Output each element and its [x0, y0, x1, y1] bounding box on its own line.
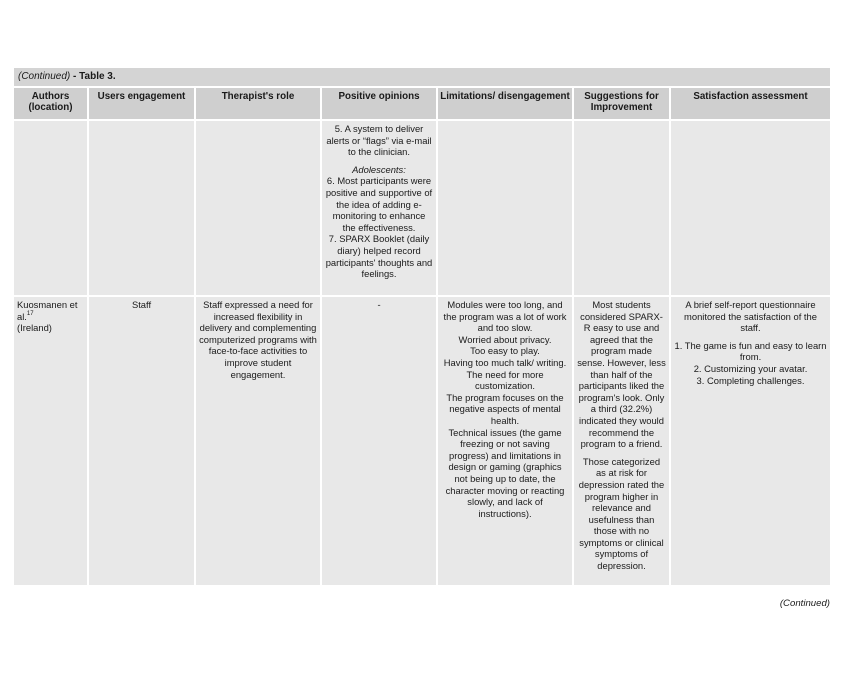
- caption-table-label: - Table 3.: [70, 71, 116, 82]
- satisfaction-item: 1. The game is fun and easy to learn from.: [674, 339, 827, 363]
- limitation-item: Worried about privacy.: [458, 333, 552, 345]
- cell-empty: [14, 121, 87, 295]
- author-ref: 17: [26, 310, 34, 317]
- cell-empty: [438, 121, 572, 295]
- table-row: [14, 121, 830, 295]
- author-name: Kuosmanen et al.: [17, 299, 78, 322]
- data-table: [12, 86, 832, 587]
- limitation-item: Modules were too long, and the program was a lot of work and too slow.: [443, 299, 567, 334]
- satisfaction-item: 2. Customizing your avatar.: [693, 362, 808, 374]
- header-positive-opinions: Positive opinions: [322, 88, 436, 119]
- header-therapists-role: Therapist's role: [196, 88, 320, 119]
- cell-positive-opinions: -: [322, 297, 436, 585]
- cell-users-engagement: Staff: [89, 297, 194, 585]
- limitation-item: Having too much talk/ writing.: [443, 356, 567, 368]
- table-caption: [14, 68, 830, 86]
- header-limitations: Limitations/ disengagement: [438, 88, 572, 119]
- cell-suggestions: [574, 297, 669, 585]
- positive-item: 7. SPARX Booklet (daily diary) helped record participants' thoughts and feelings.: [325, 233, 433, 280]
- header-satisfaction: Satisfaction assessment: [671, 88, 830, 119]
- cell-therapists-role: Staff expressed a need for increased flexibility in delivery and complementing computerized programs with face-to-face activities to improve student engagement.: [196, 297, 320, 585]
- suggestion-item: Most students considered SPARX-R easy to use and agreed that the program made sense. However, less than half of the participants liked the program's look. Only a third (32.2%) indicated they would recommend the program to a friend.: [577, 299, 666, 450]
- satisfaction-item: A brief self-report questionnaire monitored the satisfaction of the staff.: [684, 299, 817, 334]
- satisfaction-item: 3. Completing challenges.: [696, 374, 805, 386]
- cell-positive-opinions: [322, 121, 436, 295]
- table-row: [14, 297, 830, 585]
- header-row: [14, 88, 830, 119]
- cell-empty: [89, 121, 194, 295]
- table-container: [14, 68, 830, 587]
- header-users-engagement: Users engagement: [89, 88, 194, 119]
- limitation-item: The program focuses on the negative aspects of mental health.: [446, 391, 564, 426]
- limitation-item: The need for more customization.: [466, 368, 544, 392]
- caption-continued: (Continued): [18, 71, 71, 82]
- limitation-item: Technical issues (the game freezing or not saving progress) and limitations in design or gaming (graphics not being up to date, the character moving or reacting slowly, and lack of instructions).: [445, 426, 565, 519]
- header-authors: Authors (location): [14, 88, 87, 119]
- header-suggestions: Suggestions for Improvement: [574, 88, 669, 119]
- cell-empty: [196, 121, 320, 295]
- positive-item: 5. A system to deliver alerts or “flags” via e-mail to the clinician.: [326, 123, 432, 158]
- suggestion-item: Those categorized as at risk for depression rated the program higher in relevance and usefulness than those with no symptoms or clinical symptoms of depression.: [578, 455, 665, 572]
- cell-author: [14, 297, 87, 585]
- cell-satisfaction: [671, 297, 830, 585]
- author-location: (Ireland): [17, 322, 52, 334]
- continued-footer: (Continued): [779, 598, 830, 609]
- limitation-item: Too easy to play.: [470, 345, 540, 357]
- cell-empty: [574, 121, 669, 295]
- positive-subheading: Adolescents:: [352, 163, 406, 175]
- cell-limitations: [438, 297, 572, 585]
- cell-empty: [671, 121, 830, 295]
- positive-item: 6. Most participants were positive and supportive of the idea of adding e-monitoring to enhance the effectiveness.: [325, 175, 433, 233]
